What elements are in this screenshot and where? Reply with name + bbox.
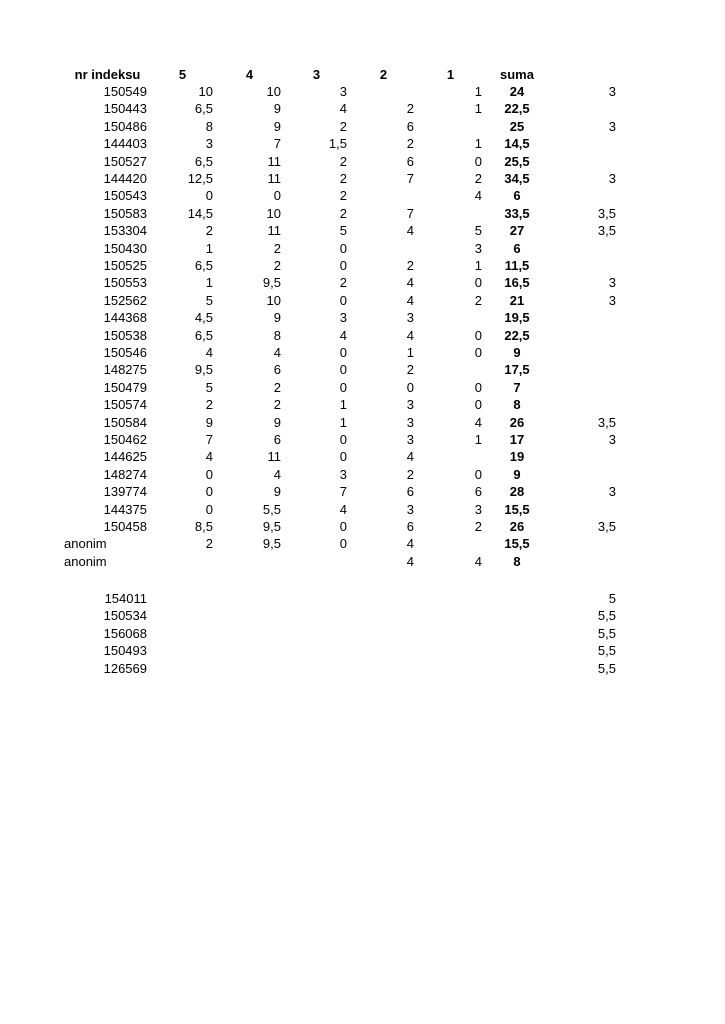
cell-suma: 16,5 [504,275,530,291]
cell-col3: 5 [339,223,347,239]
cell-extra: 3 [608,171,616,186]
cell-col3: 0 [339,362,347,378]
cell-extra: 3 [608,84,616,99]
cell-index: 152562 [103,292,147,308]
cell-col3: 4 [339,101,347,117]
cell-index: 150430 [103,240,147,256]
cell-index: 144375 [103,501,147,517]
cell-col4: 9 [273,484,281,500]
table-row [0,344,725,361]
cell-col3: 0 [339,449,347,465]
cell-suma: 25 [509,118,525,134]
header-col5: 5 [178,67,187,82]
cell-extra: 3 [608,275,616,291]
cell-index: 144420 [103,171,147,186]
cell-col3: 3 [339,466,347,482]
cell-col3: 0 [339,432,347,447]
cell-extra: 5,5 [597,625,616,641]
cell-col2: 6 [406,519,414,534]
cell-suma: 22,5 [504,101,530,117]
cell-col2: 4 [406,292,414,308]
cell-col3: 4 [339,327,347,343]
cell-extra: 3 [608,118,616,134]
cell-col5: 8,5 [194,519,213,534]
table-row-anonymous [0,535,725,552]
cell-col5: 14,5 [187,205,213,221]
cell-col4: 10 [266,292,281,308]
table-row [0,361,725,378]
cell-col3: 0 [339,519,347,534]
extra-row [0,625,725,642]
cell-col3: 3 [339,310,347,326]
cell-index: anonim [64,553,107,569]
cell-col1: 2 [474,519,482,534]
cell-index: 150462 [103,432,147,447]
cell-col3: 2 [339,275,347,291]
cell-index: 144625 [103,449,147,465]
cell-col4: 9,5 [262,536,281,552]
cell-col1: 1 [474,101,482,117]
cell-col2: 3 [406,501,414,517]
cell-extra: 3,5 [597,519,616,534]
table-row [0,83,725,100]
cell-index: 150549 [103,84,147,99]
cell-index: 150553 [103,275,147,291]
cell-suma: 7 [513,379,521,395]
cell-col3: 4 [339,501,347,517]
table-row [0,501,725,518]
cell-col4: 5,5 [262,501,281,517]
cell-index: 150486 [103,118,147,134]
cell-col3: 2 [339,171,347,186]
cell-col5: 0 [205,484,213,500]
cell-col2: 0 [406,379,414,395]
cell-col2: 6 [406,118,414,134]
cell-col5: 6,5 [194,101,213,117]
cell-col1: 0 [474,379,482,395]
cell-index: 156068 [103,625,147,641]
cell-col1: 0 [474,397,482,413]
cell-index: 150584 [103,414,147,430]
cell-col1: 1 [474,432,482,447]
cell-index: 150543 [103,188,147,204]
cell-index: 150443 [103,101,147,117]
cell-col4: 4 [273,466,281,482]
cell-col5: 4,5 [194,310,213,326]
cell-suma: 6 [513,240,521,256]
header-suma: suma [500,67,534,82]
header-row [0,66,725,83]
cell-col4: 11 [267,171,281,186]
cell-col3: 0 [339,345,347,360]
table-row [0,257,725,274]
cell-suma: 15,5 [504,501,530,517]
cell-extra: 3 [608,432,616,447]
cell-index: 144368 [103,310,147,326]
cell-col5: 4 [205,449,213,465]
header-index: nr indeksu [74,67,141,82]
cell-col3: 1 [339,397,347,413]
cell-col5: 2 [205,223,213,239]
cell-col5: 6,5 [194,153,213,169]
table-row [0,100,725,117]
cell-col5: 0 [205,501,213,517]
table-row [0,518,725,535]
table-row [0,327,725,344]
cell-suma: 27 [509,223,525,239]
cell-col3: 0 [339,258,347,273]
header-col2: 2 [379,67,388,82]
cell-col1: 0 [474,345,482,360]
table-row-anonymous [0,553,725,570]
cell-col4: 4 [273,345,281,360]
table-row [0,309,725,326]
cell-extra: 5 [608,591,616,606]
cell-col5: 6,5 [194,258,213,273]
cell-col3: 1,5 [328,136,347,152]
cell-col4: 11 [267,449,281,465]
cell-col4: 9 [273,118,281,134]
cell-col4: 2 [273,258,281,273]
cell-col1: 3 [474,240,482,256]
header-col4: 4 [245,67,254,82]
cell-col5: 5 [205,292,213,308]
cell-col5: 10 [198,84,213,99]
cell-extra: 5,5 [597,643,616,659]
cell-col2: 4 [406,327,414,343]
cell-col2: 7 [406,171,414,186]
cell-index: 150527 [103,153,147,169]
cell-col3: 0 [339,240,347,256]
cell-col2: 3 [406,414,414,430]
cell-col1: 0 [474,153,482,169]
cell-col1: 0 [474,275,482,291]
cell-suma: 22,5 [504,327,530,343]
header-col3: 3 [312,67,321,82]
cell-col4: 11 [267,153,281,169]
cell-col4: 8 [273,327,281,343]
table-row [0,135,725,152]
table-row [0,466,725,483]
cell-col3: 3 [339,84,347,99]
cell-col3: 2 [339,118,347,134]
cell-extra: 3 [608,484,616,500]
cell-col1: 4 [474,188,482,204]
cell-col4: 0 [273,188,281,204]
cell-col1: 6 [474,484,482,500]
cell-suma: 26 [509,414,525,430]
cell-suma: 8 [513,397,521,413]
cell-col1: 4 [474,414,482,430]
cell-col2: 2 [406,362,414,378]
table-row [0,205,725,222]
cell-col1: 0 [474,327,482,343]
cell-col5: 8 [205,118,213,134]
cell-col2: 4 [406,275,414,291]
cell-index: 139774 [103,484,147,500]
cell-suma: 8 [513,553,521,569]
cell-col5: 5 [205,379,213,395]
cell-index: 148275 [103,362,147,378]
cell-index: 150574 [103,397,147,413]
cell-col2: 4 [406,223,414,239]
table-row [0,118,725,135]
cell-col2: 4 [406,553,414,569]
cell-col4: 2 [273,379,281,395]
cell-col3: 7 [339,484,347,500]
cell-suma: 34,5 [504,171,530,186]
cell-col4: 10 [266,205,281,221]
cell-suma: 28 [509,484,525,500]
table-row [0,292,725,309]
cell-col4: 6 [273,432,281,447]
cell-col5: 6,5 [194,327,213,343]
cell-suma: 25,5 [504,153,530,169]
cell-suma: 26 [509,519,525,534]
cell-col5: 0 [205,188,213,204]
cell-col5: 4 [205,345,213,360]
cell-col4: 11 [267,223,281,239]
cell-col4: 2 [273,240,281,256]
cell-extra: 3 [608,292,616,308]
cell-col2: 2 [406,136,414,152]
cell-col3: 2 [339,188,347,204]
cell-col5: 12,5 [187,171,213,186]
cell-suma: 6 [513,188,521,204]
extra-row [0,660,725,677]
cell-col2: 1 [406,345,414,360]
cell-extra: 5,5 [597,608,616,624]
cell-col2: 3 [406,432,414,447]
cell-col2: 2 [406,466,414,482]
cell-col1: 2 [474,292,482,308]
cell-suma: 17 [509,432,525,447]
cell-index: 144403 [103,136,147,152]
cell-col5: 1 [205,275,213,291]
cell-suma: 24 [509,84,525,99]
cell-suma: 33,5 [504,205,530,221]
table-row [0,240,725,257]
extra-row [0,607,725,624]
cell-col3: 2 [339,153,347,169]
cell-suma: 21 [509,292,525,308]
cell-index: 154011 [104,591,147,606]
cell-suma: 9 [513,466,521,482]
table-row [0,170,725,187]
cell-index: 150538 [103,327,147,343]
cell-col1: 5 [474,223,482,239]
cell-suma: 17,5 [504,362,530,378]
cell-col4: 9,5 [262,519,281,534]
extra-row [0,642,725,659]
cell-col4: 6 [273,362,281,378]
cell-extra: 3,5 [597,223,616,239]
cell-col3: 0 [339,379,347,395]
cell-suma: 9 [513,345,521,360]
cell-col3: 1 [339,414,347,430]
extra-row [0,590,725,607]
cell-col2: 4 [406,449,414,465]
cell-index: 150583 [103,205,147,221]
cell-col5: 3 [205,136,213,152]
cell-suma: 19,5 [504,310,530,326]
cell-col4: 9 [273,310,281,326]
cell-col5: 7 [205,432,213,447]
cell-suma: 15,5 [504,536,530,552]
cell-col4: 9 [273,101,281,117]
cell-index: 150458 [103,519,147,534]
cell-index: 153304 [103,223,147,239]
cell-col5: 2 [205,536,213,552]
table-row [0,483,725,500]
cell-suma: 11,5 [504,258,530,273]
table-row [0,187,725,204]
cell-col1: 1 [474,84,482,99]
cell-col3: 0 [339,536,347,552]
cell-index: 150493 [103,643,147,659]
cell-extra: 5,5 [597,660,616,676]
cell-col4: 9 [273,414,281,430]
cell-col4: 9,5 [262,275,281,291]
cell-col3: 0 [339,292,347,308]
cell-col5: 2 [205,397,213,413]
table-row [0,153,725,170]
cell-index: 150534 [103,608,147,624]
table-row [0,414,725,431]
cell-col2: 3 [406,397,414,413]
cell-col2: 6 [406,484,414,500]
cell-extra: 3,5 [597,414,616,430]
cell-col1: 3 [474,501,482,517]
cell-col1: 2 [474,171,482,186]
table-row [0,222,725,239]
cell-col4: 2 [273,397,281,413]
cell-col5: 0 [205,466,213,482]
cell-col5: 9,5 [194,362,213,378]
cell-col2: 6 [406,153,414,169]
cell-index: 150546 [103,345,147,360]
cell-col1: 0 [474,466,482,482]
cell-col1: 1 [474,136,482,152]
cell-col2: 7 [406,205,414,221]
table-row [0,431,725,448]
table-row [0,396,725,413]
cell-index: 150525 [103,258,147,273]
cell-index: 148274 [103,466,147,482]
cell-col1: 1 [474,258,482,273]
cell-suma: 19 [509,449,525,465]
cell-col2: 2 [406,101,414,117]
cell-index: anonim [64,536,107,552]
cell-index: 126569 [103,660,147,676]
table-row [0,448,725,465]
table-row [0,379,725,396]
cell-col3: 2 [339,205,347,221]
cell-col2: 3 [406,310,414,326]
cell-col5: 9 [205,414,213,430]
cell-extra: 3,5 [597,205,616,221]
cell-col4: 7 [273,136,281,152]
cell-suma: 14,5 [504,136,530,152]
cell-col5: 1 [205,240,213,256]
table-row [0,274,725,291]
cell-col2: 2 [406,258,414,273]
cell-col4: 10 [266,84,281,99]
cell-col2: 4 [406,536,414,552]
cell-index: 150479 [103,379,147,395]
cell-col1: 4 [474,553,482,569]
header-col1: 1 [446,67,455,82]
